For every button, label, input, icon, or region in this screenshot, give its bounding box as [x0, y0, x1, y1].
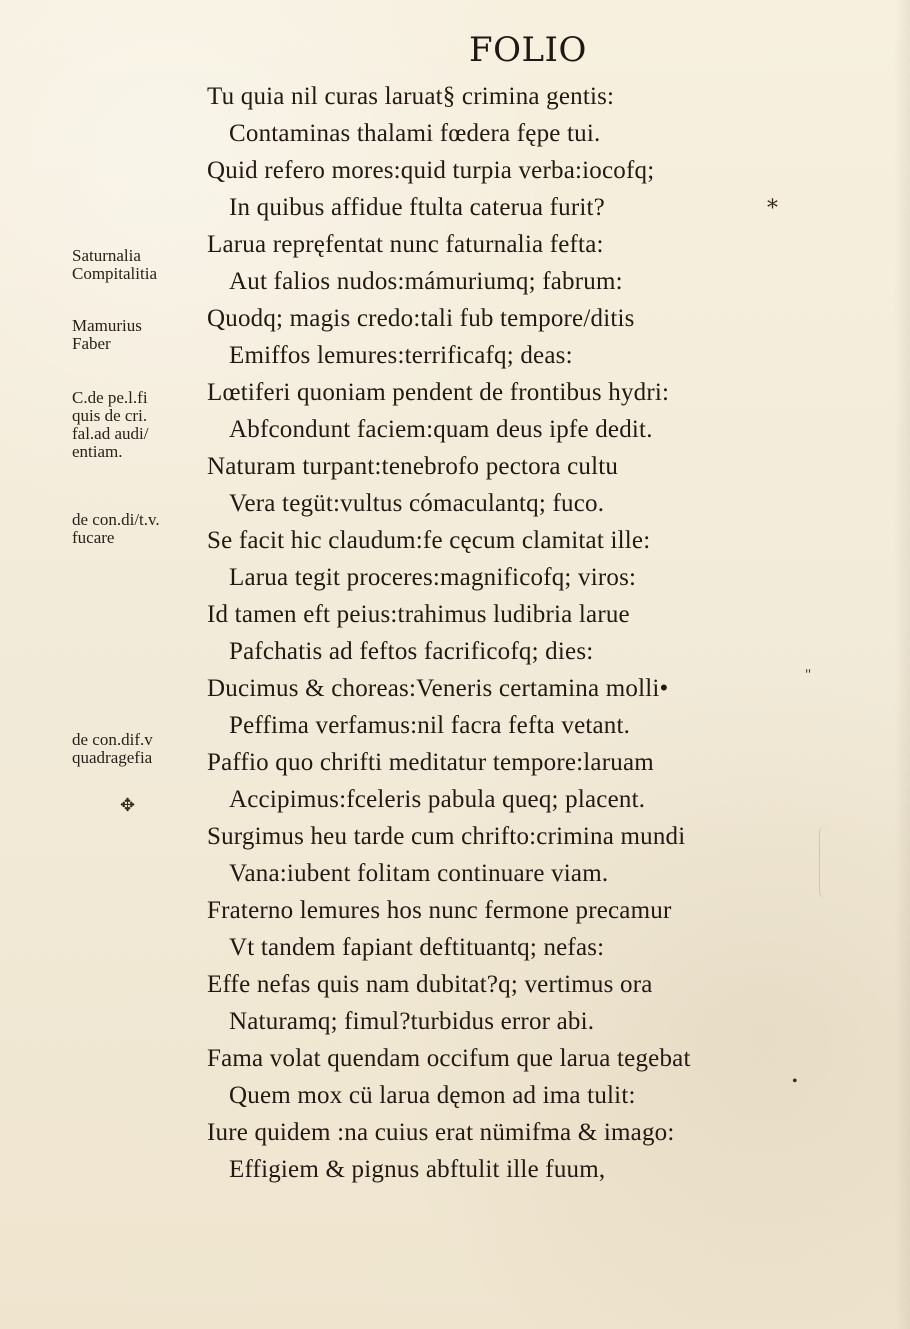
verse-line-15: Id tamen eft peius:trahimus ludibria larue — [207, 601, 630, 628]
verse-line-22: Vana:iubent folitam continuare viam. — [229, 860, 609, 887]
verse-line-19: Paffio quo chrifti meditatur tempore:laruam — [207, 749, 654, 776]
margin-note-saturnalia: Saturnalia Compitalitia — [72, 246, 157, 283]
verse-line-3: Quid refero mores:quid turpia verba:iocofq; — [207, 157, 655, 184]
verse-line-28: Quem mox cü larua dęmon ad ima tulit: — [229, 1082, 636, 1109]
verse-line-6: Aut falios nudos:mámuriumq; fabrum: — [229, 268, 623, 295]
bullet-mark-icon: • — [792, 1073, 798, 1090]
verse-line-8: Emiffos lemures:terrificafq; deas: — [229, 342, 573, 369]
verse-line-17: Ducimus & choreas:Veneris certamina molli• — [207, 675, 669, 702]
verse-line-18: Peffima verfamus:nil facra fefta vetant. — [229, 712, 631, 739]
margin-note-fucare: de con.di/t.v. fucare — [72, 510, 160, 547]
verse-line-14: Larua tegit proceres:magnificofq; viros: — [229, 564, 637, 591]
folio-header: FOLIO — [469, 30, 587, 70]
verse-line-27: Fama volat quendam occifum que larua tegebat — [207, 1045, 691, 1072]
verse-line-1: Tu quia nil curas laruat§ crimina gentis: — [207, 83, 615, 110]
verse-line-5: Larua repręfentat nunc faturnalia fefta: — [207, 231, 604, 258]
verse-line-24: Vt tandem fapiant deftituantq; nefas: — [229, 934, 605, 961]
verse-line-23: Fraterno lemures hos nunc fermone precamur — [207, 897, 672, 924]
verse-line-11: Naturam turpant:tenebrofo pectora cultu — [207, 453, 619, 480]
verse-line-29: Iure quidem :na cuius erat nümifma & imago: — [207, 1119, 675, 1146]
margin-note-quadragesima: de con.dif.v quadragefia — [72, 730, 153, 767]
verse-line-30: Effigiem & pignus abftulit ille fuum, — [229, 1156, 606, 1183]
verse-line-25: Effe nefas quis nam dubitat?q; vertimus ora — [207, 971, 653, 998]
verse-line-7: Quodq; magis credo:tali fub tempore/ditis — [207, 305, 635, 332]
verse-line-12: Vera tegüt:vultus cómaculantq; fuco. — [229, 490, 605, 517]
main-verse-text — [195, 78, 835, 1188]
asterisk-mark-icon: ⁎ — [767, 188, 778, 213]
margin-note-legal-reference: C.de pe.l.fi quis de cri. fal.ad audi/ entiam. — [72, 388, 149, 461]
margin-note-mamurius: Mamurius Faber — [72, 316, 142, 353]
page-fold-shadow — [894, 0, 910, 1329]
verse-line-20: Accipimus:fceleris pabula queq; placent. — [229, 786, 646, 813]
verse-line-26: Naturamq; fimul?turbidus error abi. — [229, 1008, 595, 1035]
decorative-hand-icon: ✥ — [120, 795, 136, 815]
verse-line-13: Se facit hic claudum:fe cęcum clamitat ille: — [207, 527, 651, 554]
verse-line-16: Pafchatis ad feftos facrificofq; dies: — [229, 638, 594, 665]
verse-line-2: Contaminas thalami fœdera fępe tui. — [229, 120, 601, 147]
verse-line-21: Surgimus heu tarde cum chrifto:crimina mundi — [207, 823, 686, 850]
verse-line-4: In quibus affidue ftulta caterua furit? — [229, 194, 605, 221]
quote-mark-icon: " — [805, 667, 812, 683]
verse-line-10: Abfcondunt faciem:quam deus ipfe dedit. — [229, 416, 653, 443]
verse-line-9: Lœtiferi quoniam pendent de frontibus hydri: — [207, 379, 670, 406]
